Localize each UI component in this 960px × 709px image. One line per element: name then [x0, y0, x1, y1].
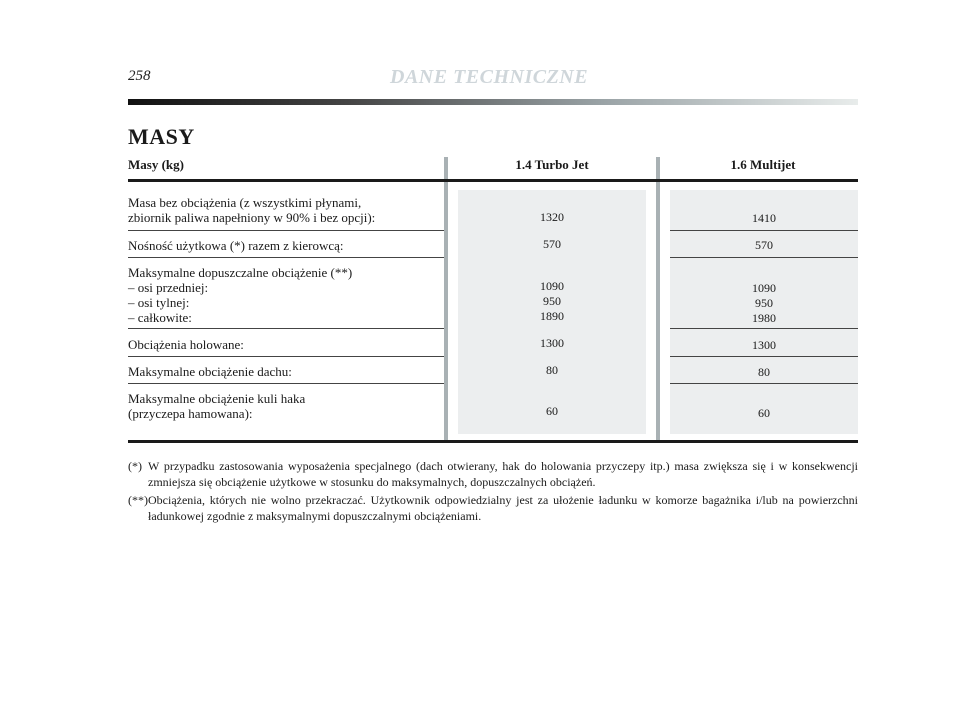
footnote-mark: (*) — [128, 459, 142, 473]
value-turbo-jet-roof-load: 80 — [546, 363, 558, 377]
row-separator — [670, 230, 858, 231]
footnote-max-load — [128, 492, 858, 524]
row-separator — [128, 383, 444, 384]
value-turbo-jet-max-permissible-load: 1090 950 1890 — [540, 279, 564, 323]
value-multijet-towable-loads: 1300 — [752, 338, 776, 352]
row-separator — [128, 257, 444, 258]
section-title: DANE TECHNICZNE — [390, 66, 589, 88]
table-bottom-rule — [128, 440, 858, 443]
value-turbo-jet-payload: 570 — [543, 237, 561, 251]
value-multijet-max-permissible-load: 1090 950 1980 — [752, 281, 776, 325]
value-turbo-jet-tow-hook-load: 60 — [546, 404, 558, 418]
column-header-label: Masy (kg) — [128, 157, 184, 172]
column-divider — [656, 157, 660, 441]
column-header-turbo-jet: 1.4 Turbo Jet — [515, 157, 589, 172]
row-separator — [128, 356, 444, 357]
value-multijet-roof-load: 80 — [758, 365, 770, 379]
header-rule — [128, 99, 858, 105]
row-separator — [128, 328, 444, 329]
row-label-roof-load: Maksymalne obciążenie dachu: — [128, 364, 292, 379]
column-header-multijet: 1.6 Multijet — [730, 157, 796, 172]
row-separator — [670, 383, 858, 384]
footnote-text: Obciążenia, których nie wolno przekraczać. Użytkownik odpowiedzialny jest za ułożenie ładunku w komorze bagażnika i/lub na powierzchni ładunkowej zgodnie z maksymalnymi dopuszczalnymi obciążeniami. — [148, 493, 858, 523]
value-turbo-jet-towable-loads: 1300 — [540, 336, 564, 350]
row-separator — [670, 328, 858, 329]
row-separator — [128, 230, 444, 231]
footnote-text: W przypadku zastosowania wyposażenia specjalnego (dach otwierany, hak do holowania przyczepy itp.) masa zwiększa się i w konsekwencji zmniejsza się obciążenie użytkowe w stosunku do maksymalnych, dopuszczalnych obciążeń. — [148, 459, 858, 489]
row-label-unladen-mass: Masa bez obciążenia (z wszystkimi płynami, zbiornik paliwa napełniony w 90% i bez opcji): — [128, 195, 376, 225]
row-label-max-permissible-load: Maksymalne dopuszczalne obciążenie (**) – osi przedniej: – osi tylnej: – całkowite: — [128, 265, 353, 325]
row-label-payload: Nośność użytkowa (*) razem z kierowcą: — [128, 238, 344, 253]
row-separator — [670, 356, 858, 357]
row-label-tow-hook-load: Maksymalne obciążenie kuli haka (przyczepa hamowana): — [128, 391, 306, 421]
value-multijet-payload: 570 — [755, 238, 773, 252]
value-multijet-tow-hook-load: 60 — [758, 406, 770, 420]
row-label-towable-loads: Obciążenia holowane: — [128, 337, 244, 352]
column-divider — [444, 157, 448, 441]
table-top-rule — [128, 179, 858, 182]
footnote-mark: (**) — [128, 493, 148, 507]
footnote-payload — [128, 458, 858, 490]
page-number: 258 — [128, 68, 151, 84]
value-multijet-unladen-mass: 1410 — [752, 211, 776, 225]
page-heading: MASY — [128, 124, 195, 149]
value-turbo-jet-unladen-mass: 1320 — [540, 210, 564, 224]
row-separator — [670, 257, 858, 258]
